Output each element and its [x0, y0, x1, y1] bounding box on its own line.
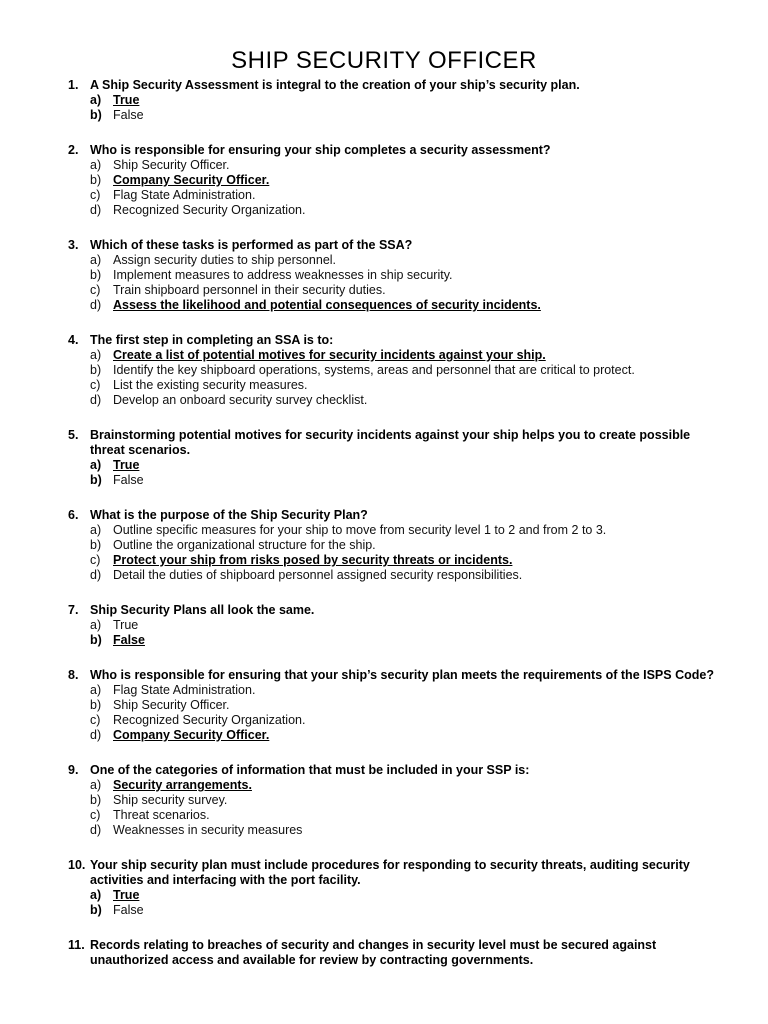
option-letter: b) [90, 633, 102, 647]
answer-option [90, 393, 768, 408]
question-header [0, 238, 768, 253]
question-number: 3. [68, 238, 79, 252]
option-text: Train shipboard personnel in their security duties. [113, 283, 386, 297]
answer-option [90, 363, 768, 378]
correct-answer-option [90, 93, 768, 108]
answer-option [90, 618, 768, 633]
answer-option [90, 568, 768, 583]
question-header [0, 858, 768, 888]
answer-option [90, 538, 768, 553]
option-text: Develop an onboard security survey checklist. [113, 393, 368, 407]
question-header [0, 428, 768, 458]
option-text: Outline the organizational structure for the ship. [113, 538, 376, 552]
option-text: False [113, 473, 144, 487]
question-text: Ship Security Plans all look the same. [90, 603, 315, 617]
question-number: 6. [68, 508, 79, 522]
question-list [0, 78, 768, 988]
option-letter: a) [90, 93, 102, 107]
option-letter: c) [90, 378, 101, 392]
question-header [0, 668, 768, 683]
answer-option [90, 188, 768, 203]
option-letter: b) [90, 538, 102, 552]
correct-answer-option [90, 728, 768, 743]
question-text: The first step in completing an SSA is to: [90, 333, 334, 347]
question-item [0, 858, 768, 918]
question-text: One of the categories of information that must be included in your SSP is: [90, 763, 530, 777]
option-letter: b) [90, 363, 102, 377]
answer-option [90, 808, 768, 823]
option-text: Ship Security Officer. [113, 158, 230, 172]
option-letter: b) [90, 698, 102, 712]
option-text: True [113, 458, 140, 472]
question-number: 11. [68, 938, 85, 952]
option-letter: a) [90, 458, 102, 472]
option-letter: b) [90, 793, 102, 807]
option-text: Ship security survey. [113, 793, 228, 807]
option-text: Ship Security Officer. [113, 698, 230, 712]
option-text: Recognized Security Organization. [113, 203, 306, 217]
option-text: False [113, 633, 145, 647]
option-letter: c) [90, 713, 101, 727]
option-letter: c) [90, 553, 101, 567]
option-text: Flag State Administration. [113, 683, 256, 697]
question-number: 5. [68, 428, 79, 442]
question-item [0, 668, 768, 743]
answer-option [90, 903, 768, 918]
correct-answer-option [90, 298, 768, 313]
option-letter: a) [90, 778, 102, 792]
correct-answer-option [90, 553, 768, 568]
question-text: What is the purpose of the Ship Security Plan? [90, 508, 368, 522]
correct-answer-option [90, 888, 768, 903]
answer-option [90, 108, 768, 123]
question-header [0, 143, 768, 158]
option-text: Assign security duties to ship personnel. [113, 253, 337, 267]
question-header [0, 333, 768, 348]
option-text: Assess the likelihood and potential consequences of security incidents. [113, 298, 541, 312]
option-letter: a) [90, 523, 102, 537]
option-letter: c) [90, 188, 101, 202]
question-number: 10. [68, 858, 86, 872]
question-item [0, 763, 768, 838]
question-item [0, 428, 768, 488]
correct-answer-option [90, 778, 768, 793]
option-text: Threat scenarios. [113, 808, 210, 822]
option-text: Flag State Administration. [113, 188, 256, 202]
option-text: True [113, 888, 140, 902]
answer-option [90, 683, 768, 698]
answer-option [90, 823, 768, 838]
question-number: 7. [68, 603, 79, 617]
question-text: Which of these tasks is performed as part of the SSA? [90, 238, 413, 252]
question-item [0, 238, 768, 313]
option-letter: a) [90, 158, 102, 172]
option-letter: d) [90, 203, 102, 217]
question-text: A Ship Security Assessment is integral to the creation of your ship’s security plan. [90, 78, 580, 92]
option-text: Create a list of potential motives for security incidents against your ship. [113, 348, 546, 362]
question-header [0, 603, 768, 618]
option-letter: b) [90, 108, 102, 122]
option-text: Detail the duties of shipboard personnel assigned security responsibilities. [113, 568, 523, 582]
question-header [0, 938, 768, 968]
option-letter: a) [90, 888, 102, 902]
option-letter: a) [90, 683, 102, 697]
option-letter: d) [90, 728, 102, 742]
option-letter: a) [90, 253, 102, 267]
answer-option [90, 523, 768, 538]
option-letter: d) [90, 393, 102, 407]
question-number: 4. [68, 333, 79, 347]
option-text: Weaknesses in security measures [113, 823, 303, 837]
answer-option [90, 283, 768, 298]
question-item [0, 603, 768, 648]
option-letter: b) [90, 173, 102, 187]
answer-option [90, 698, 768, 713]
question-number: 9. [68, 763, 79, 777]
option-text: False [113, 108, 144, 122]
question-text: Your ship security plan must include procedures for responding to security threats, auditing security activities and interfacing with the port facility. [90, 858, 690, 887]
correct-answer-option [90, 458, 768, 473]
option-text: Outline specific measures for your ship to move from security level 1 to 2 and from 2 to 3. [113, 523, 607, 537]
question-item [0, 78, 768, 123]
option-text: True [113, 93, 140, 107]
option-letter: d) [90, 568, 102, 582]
option-text: List the existing security measures. [113, 378, 308, 392]
option-letter: b) [90, 903, 102, 917]
option-letter: a) [90, 618, 102, 632]
option-text: Company Security Officer. [113, 173, 270, 187]
option-letter: d) [90, 823, 102, 837]
page-title: SHIP SECURITY OFFICER [231, 47, 537, 74]
option-letter: c) [90, 283, 101, 297]
question-text: Records relating to breaches of security and changes in security level must be secured against unauthorized access and available for review by contracting governments. [90, 938, 657, 967]
question-item [0, 508, 768, 583]
option-text: Company Security Officer. [113, 728, 270, 742]
answer-option [90, 268, 768, 283]
question-text: Who is responsible for ensuring that your ship’s security plan meets the requirements of the ISPS Code? [90, 668, 714, 682]
option-text: Identify the key shipboard operations, systems, areas and personnel that are critical to protect. [113, 363, 635, 377]
correct-answer-option [90, 348, 768, 363]
option-text: Protect your ship from risks posed by security threats or incidents. [113, 553, 513, 567]
question-text: Who is responsible for ensuring your ship completes a security assessment? [90, 143, 551, 157]
correct-answer-option [90, 633, 768, 648]
option-letter: b) [90, 268, 102, 282]
correct-answer-option [90, 173, 768, 188]
question-text: Brainstorming potential motives for security incidents against your ship helps you to create possible threat scenarios. [90, 428, 691, 457]
answer-option [90, 713, 768, 728]
answer-option [90, 158, 768, 173]
option-letter: c) [90, 808, 101, 822]
question-header [0, 78, 768, 93]
question-item [0, 143, 768, 218]
option-letter: a) [90, 348, 102, 362]
option-text: Security arrangements. [113, 778, 252, 792]
answer-option [90, 203, 768, 218]
question-number: 1. [68, 78, 79, 92]
option-letter: d) [90, 298, 102, 312]
question-number: 8. [68, 668, 79, 682]
option-text: Recognized Security Organization. [113, 713, 306, 727]
question-item [0, 938, 768, 968]
option-letter: b) [90, 473, 102, 487]
answer-option [90, 793, 768, 808]
option-text: Implement measures to address weaknesses in ship security. [113, 268, 453, 282]
option-text: True [113, 618, 139, 632]
question-item [0, 333, 768, 408]
answer-option [90, 473, 768, 488]
answer-option [90, 253, 768, 268]
question-header [0, 508, 768, 523]
question-number: 2. [68, 143, 79, 157]
question-header [0, 763, 768, 778]
answer-option [90, 378, 768, 393]
option-text: False [113, 903, 144, 917]
